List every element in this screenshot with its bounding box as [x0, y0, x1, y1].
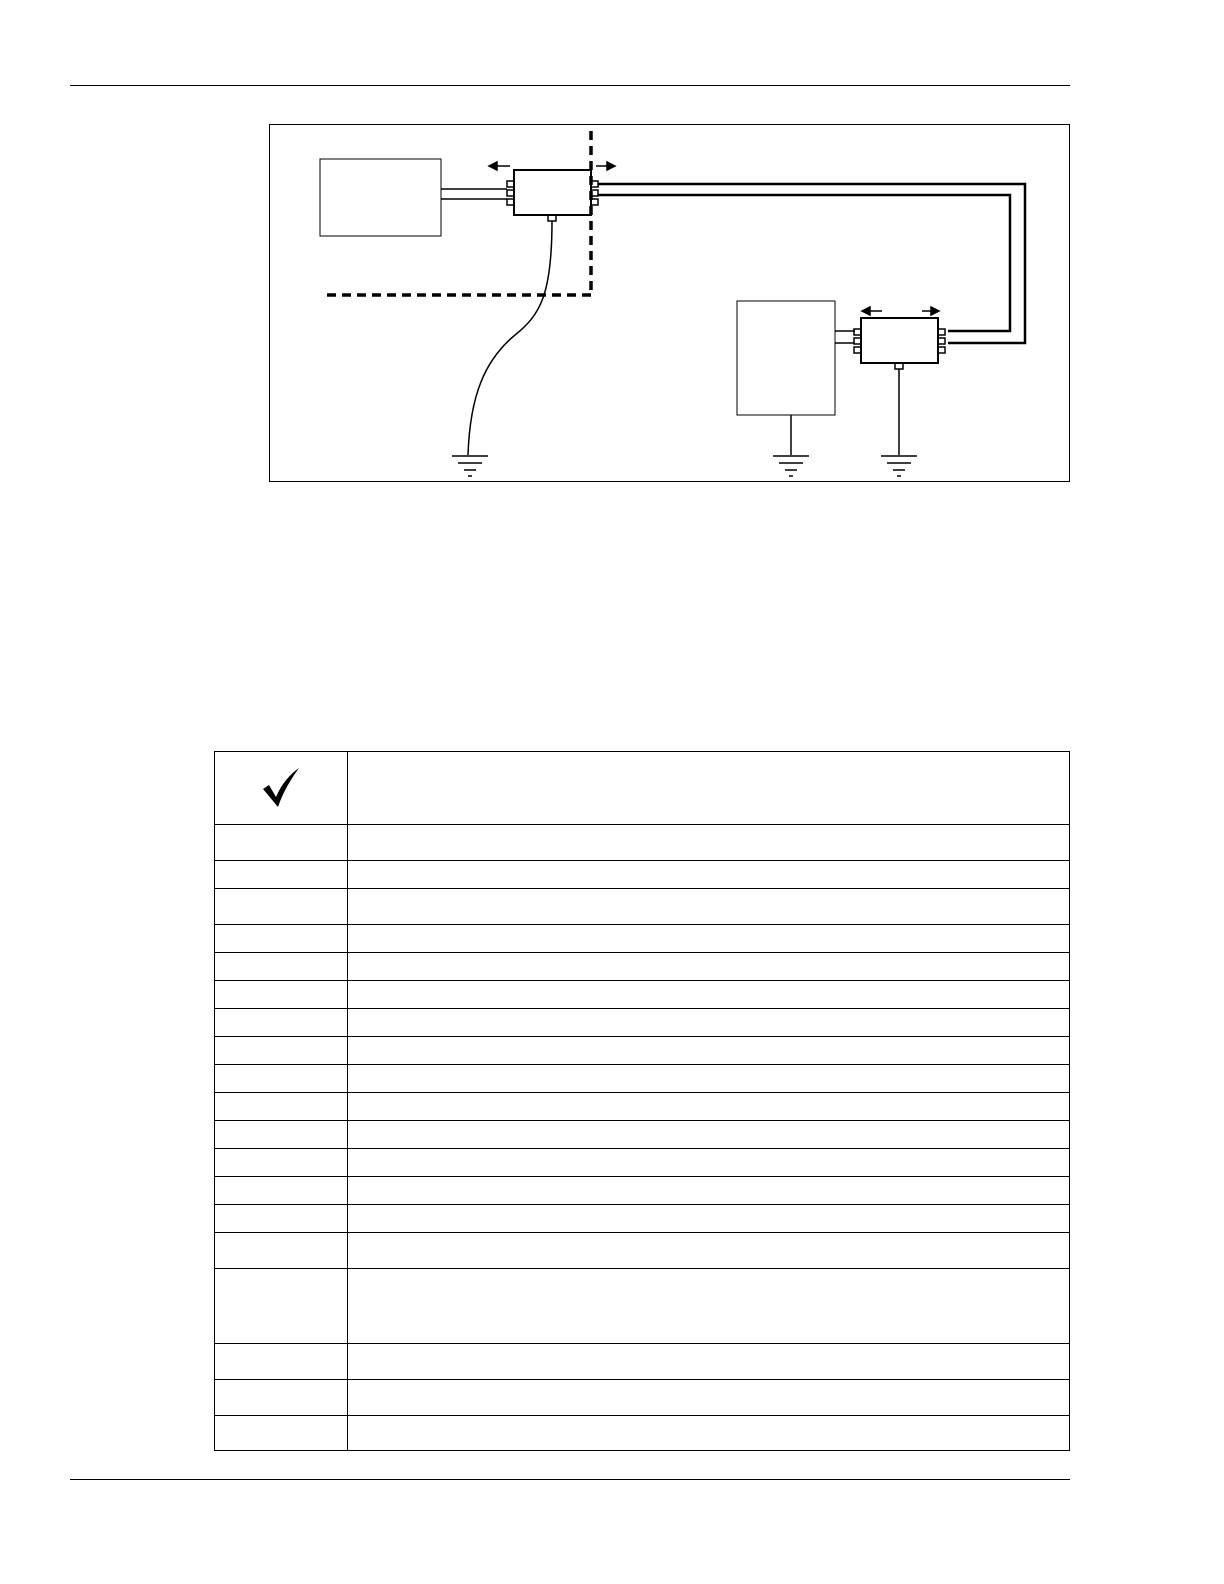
ground-icon	[881, 456, 917, 476]
checklist-header-text	[348, 752, 1070, 825]
checklist-check-cell	[215, 1269, 348, 1344]
checklist-item-text	[348, 861, 1070, 889]
checklist-item-text	[348, 1177, 1070, 1205]
ground-wire-left	[468, 221, 552, 455]
checklist-item-text	[348, 1344, 1070, 1380]
checklist-item-text	[348, 1416, 1070, 1451]
checklist-item-text	[348, 1380, 1070, 1416]
checklist-row	[215, 1009, 1070, 1037]
checklist-check-cell	[215, 1205, 348, 1233]
checklist-row	[215, 1065, 1070, 1093]
checklist-header-icon-cell	[215, 752, 348, 825]
cable	[598, 184, 1025, 343]
checklist-check-cell	[215, 1344, 348, 1380]
checklist-row	[215, 1269, 1070, 1344]
checklist-row	[215, 925, 1070, 953]
checklist-check-cell	[215, 1037, 348, 1065]
checklist-item-text	[348, 1121, 1070, 1149]
direction-arrows-right	[862, 307, 939, 315]
checklist-row	[215, 1149, 1070, 1177]
checkmark-icon	[261, 767, 301, 809]
checklist-check-cell	[215, 925, 348, 953]
footer-rule	[70, 1479, 1070, 1480]
checklist-row	[215, 1205, 1070, 1233]
checklist-table	[214, 751, 1070, 1451]
checklist-check-cell	[215, 1380, 348, 1416]
zone-boundary	[322, 131, 591, 295]
checklist-item-text	[348, 1269, 1070, 1344]
checklist-check-cell	[215, 861, 348, 889]
checklist-item-text	[348, 1009, 1070, 1037]
checklist-row	[215, 1416, 1070, 1451]
ground-icon	[452, 456, 488, 476]
checklist-item-text	[348, 1093, 1070, 1121]
checklist-row	[215, 1037, 1070, 1065]
checklist-row	[215, 953, 1070, 981]
header-rule	[70, 85, 1070, 86]
checklist-item-text	[348, 1233, 1070, 1269]
equipment-box-left	[320, 159, 441, 236]
checklist-item-text	[348, 981, 1070, 1009]
checklist-check-cell	[215, 1093, 348, 1121]
checklist-check-cell	[215, 1149, 348, 1177]
checklist-row	[215, 1380, 1070, 1416]
checklist-row	[215, 861, 1070, 889]
equipment-box-right	[737, 301, 835, 415]
checklist-item-text	[348, 1205, 1070, 1233]
checklist-row	[215, 1177, 1070, 1205]
checklist-item-text	[348, 889, 1070, 925]
checklist-header-row	[215, 752, 1070, 825]
checklist-row	[215, 1121, 1070, 1149]
checklist-item-text	[348, 953, 1070, 981]
checklist-check-cell	[215, 981, 348, 1009]
wiring-diagram-svg	[270, 125, 1071, 483]
checklist-row	[215, 1233, 1070, 1269]
checklist-item-text	[348, 1037, 1070, 1065]
wiring-diagram	[269, 124, 1070, 482]
checklist-check-cell	[215, 1065, 348, 1093]
checklist-item-text	[348, 925, 1070, 953]
checklist-row	[215, 889, 1070, 925]
checklist-row	[215, 981, 1070, 1009]
checklist-check-cell	[215, 1233, 348, 1269]
surge-protector-right	[854, 318, 945, 369]
checklist-row	[215, 1344, 1070, 1380]
checklist-check-cell	[215, 1416, 348, 1451]
checklist-item-text	[348, 1149, 1070, 1177]
checklist-item-text	[348, 1065, 1070, 1093]
checklist-check-cell	[215, 1177, 348, 1205]
checklist-check-cell	[215, 1121, 348, 1149]
checklist-check-cell	[215, 953, 348, 981]
direction-arrows-left	[489, 162, 615, 170]
checklist-check-cell	[215, 825, 348, 861]
surge-protector-left	[507, 170, 598, 221]
ground-icon	[773, 456, 809, 476]
checklist-check-cell	[215, 889, 348, 925]
checklist-item-text	[348, 825, 1070, 861]
checklist-row	[215, 825, 1070, 861]
checklist-row	[215, 1093, 1070, 1121]
checklist-check-cell	[215, 1009, 348, 1037]
